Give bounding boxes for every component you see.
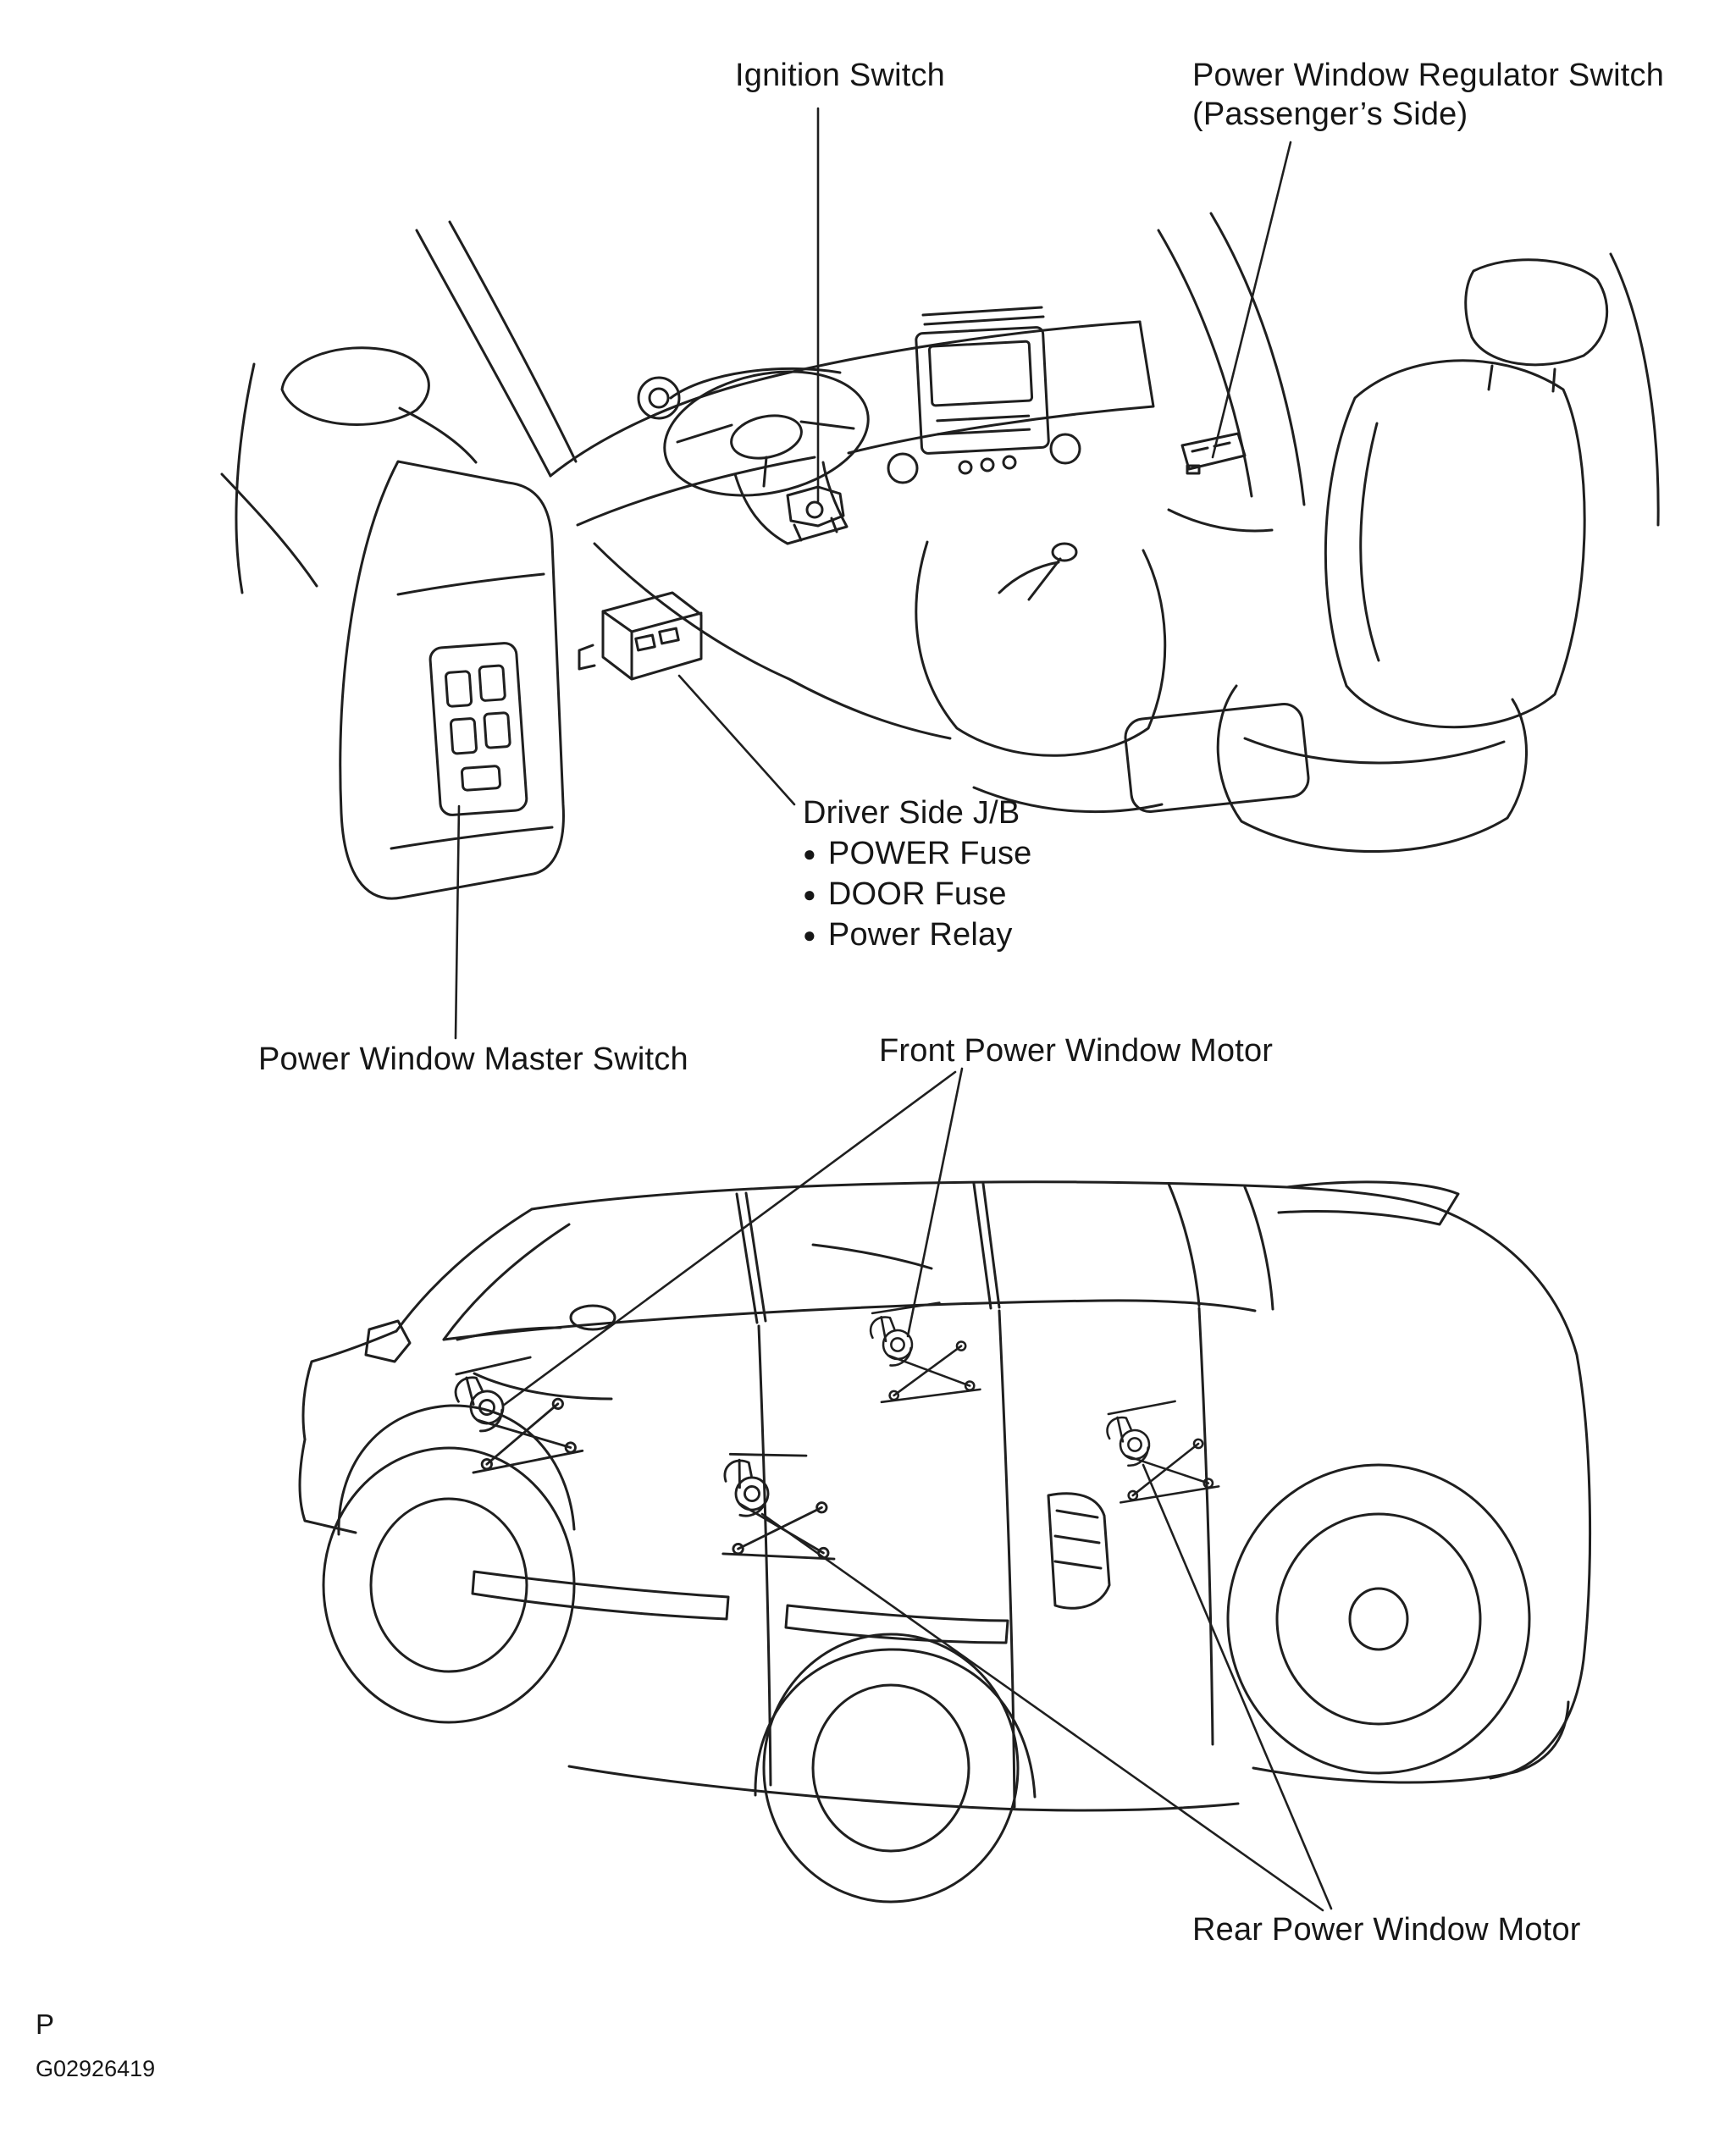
bullet-icon: ● xyxy=(803,841,816,866)
jb-item-power-relay-text: Power Relay xyxy=(827,917,1013,953)
jb-item-power-fuse xyxy=(803,833,1032,874)
jb-item-power-relay xyxy=(803,915,1032,955)
leader-lines xyxy=(456,108,1331,1910)
label-pw-master-switch: Power Window Master Switch xyxy=(258,1042,688,1077)
jb-item-power-fuse-text: POWER Fuse xyxy=(827,836,1032,871)
bullet-icon: ● xyxy=(803,881,816,907)
leader-rear-pw-motor-2 xyxy=(762,1514,1323,1910)
leader-pw-regulator-switch xyxy=(1213,142,1291,457)
leader-pw-master-switch xyxy=(456,806,459,1038)
rear-left-regulator xyxy=(716,1447,844,1565)
suv-exterior-view xyxy=(300,1182,1590,1902)
leader-driver-jb xyxy=(679,676,794,804)
page-marker: P xyxy=(36,2009,55,2040)
front-right-regulator xyxy=(869,1301,981,1403)
jb-item-door-fuse-text: DOOR Fuse xyxy=(827,876,1007,912)
label-rear-pw-motor: Rear Power Window Motor xyxy=(1192,1912,1581,1948)
leader-front-pw-motor-1 xyxy=(908,1069,962,1336)
label-driver-side-jb-title: Driver Side J/B xyxy=(803,795,1020,831)
jb-item-door-fuse xyxy=(803,874,1032,915)
label-front-pw-motor: Front Power Window Motor xyxy=(879,1033,1274,1069)
label-pw-regulator-switch-line1: Power Window Regulator Switch xyxy=(1192,58,1665,93)
leader-rear-pw-motor-1 xyxy=(1143,1465,1331,1909)
figure-id: G02926419 xyxy=(36,2056,156,2081)
bullet-icon: ● xyxy=(803,922,816,948)
front-left-regulator xyxy=(452,1352,583,1473)
rear-right-regulator xyxy=(1105,1398,1219,1504)
label-driver-side-jb xyxy=(803,793,1032,955)
label-pw-regulator-switch-line2: (Passenger’s Side) xyxy=(1192,97,1468,133)
label-pw-regulator-switch xyxy=(1192,56,1664,135)
label-ignition-switch: Ignition Switch xyxy=(735,58,946,93)
